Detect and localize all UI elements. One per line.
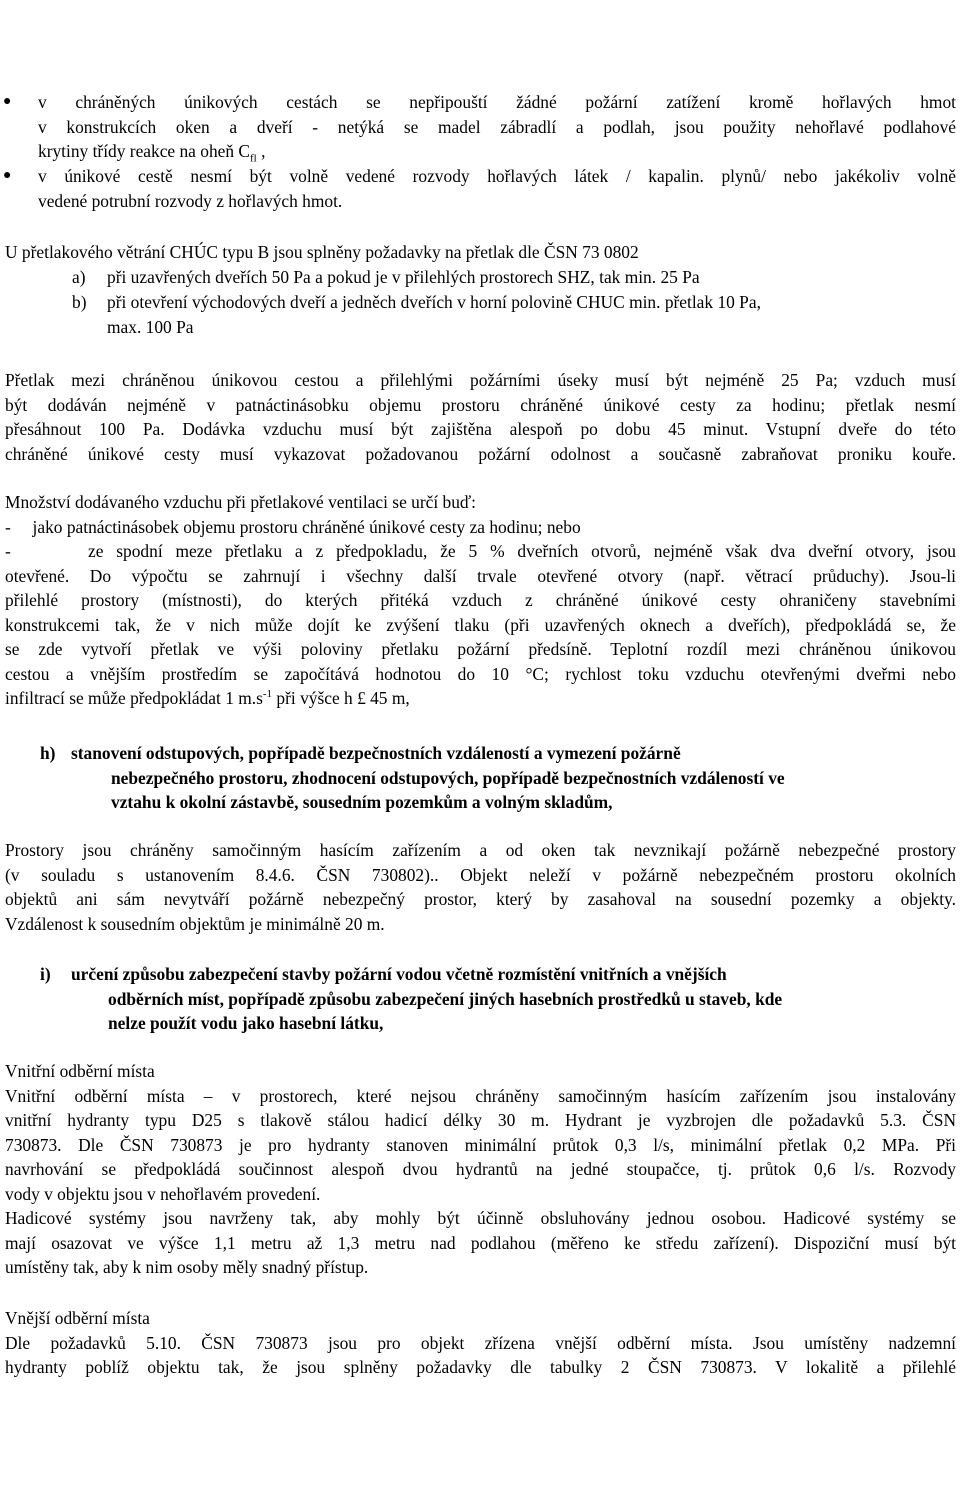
text-line: chráněné únikové cesty musí vykazovat požadovanou požární odolnost a současně zabraňovat proniku kouře. (5, 443, 956, 464)
text-line: cestou a vnějším prostředím se započítává hodnotou do 10 °C; rychlost toku vzduchu otevřenými dveřmi nebo (5, 663, 956, 684)
text-line: při uzavřených dveřích 50 Pa a pokud je v přilehlých prostorech SHZ, tak min. 25 Pa (107, 267, 700, 287)
text-line: umístěny tak, aby k nim osoby měly snadný přístup. (5, 1257, 369, 1277)
text-line: v chráněných únikových cestách se nepřipouští žádné požární zatížení kromě hořlavých hmot (38, 92, 956, 112)
subsection-title: Vnitřní odběrní místa (5, 1061, 155, 1081)
text-line: mají osazovat ve výšce 1,1 metru až 1,3 metru nad podlahou (měřeno ke středu zařízení). Dispoziční musí být (5, 1232, 956, 1253)
pressure-requirements (5, 240, 956, 265)
section-label: i) (40, 964, 51, 984)
text-line: - ze spodní meze přetlaku a z předpokladu, že 5 % dveřních otvorů, nejméně však dva dveřní otvory, jsou (5, 541, 956, 561)
text-line: konstrukcemi tak, že v nich může dojít ke zvýšení tlaku (při uzavřených oknech a dveřích), předpokládá se, že (5, 614, 956, 635)
text-line: vody v objektu jsou v nehořlavém provedení. (5, 1183, 321, 1204)
section-label: h) (40, 743, 56, 763)
text-line: 730873. Dle ČSN 730873 je pro hydranty stanoven minimální průtok 0,3 l/s, minimální přetlak 0,2 MPa. Při (5, 1134, 956, 1155)
list-label: b) (72, 292, 87, 312)
text-line: Hadicové systémy jsou navrženy tak, aby mohly být účinně obsluhovány jednou osobou. Hadicové systémy se (5, 1208, 956, 1228)
subsection-title: Vnější odběrní místa (5, 1308, 150, 1328)
text-line: se zde vytvoří přetlak ve výši poloviny přetlaku požární předsíně. Teplotní rozdíl mezi chráněnou únikovou (5, 639, 956, 659)
list-label: a) (72, 267, 86, 287)
heading-line: nelze použít vodu jako hasební látku, (108, 1013, 384, 1033)
heading-line: vztahu k okolní zástavbě, sousedním pozemkům a volným skladům, (111, 792, 613, 812)
heading-line: odběrních míst, popřípadě způsobu zabezpečení jiných hasebních prostředků u staveb, kde (108, 988, 783, 1009)
text-line: být dodáván nejméně v patnáctinásobku objemu prostoru chráněné únikové cesty za hodinu; přetlak nesmí (5, 394, 956, 415)
section-heading-i (71, 962, 956, 1036)
text-line: Dle požadavků 5.10. ČSN 730873 jsou pro objekt zřízena vnější odběrní místa. Jsou umístěny nadzemní (5, 1332, 956, 1353)
text-line: v únikové cestě nesmí být volně vedené rozvody hořlavých látek / kapalin. plynů/ nebo jakékoliv volně (38, 166, 956, 186)
section-heading-h (71, 741, 956, 815)
text-line: Vzdálenost k sousedním objektům je minimálně 20 m. (5, 913, 385, 934)
text-line: v konstrukcích oken a dveří - netýká se madel zábradlí a podlah, jsou použity nehořlavé podlahové (38, 116, 956, 137)
list-item (107, 265, 956, 290)
text-line: přesáhnout 100 Pa. Dodávka vzduchu musí být zajištěna alespoň po dobu 45 minut. Vstupní dveře do této (5, 419, 956, 439)
bullet-item-1 (38, 90, 956, 164)
bullet-item-2 (38, 164, 956, 213)
heading-line: určení způsobu zabezpečení stavby požární vodou včetně rozmístění vnitřních a vnějších (71, 964, 727, 984)
text-line: max. 100 Pa (107, 316, 194, 337)
text-line: - jako patnáctinásobek objemu prostoru chráněné únikové cesty za hodinu; nebo (5, 516, 581, 537)
text-line: U přetlakového větrání CHÚC typu B jsou splněny požadavky na přetlak dle ČSN 73 0802 (5, 242, 639, 262)
text-line: vedené potrubní rozvody z hořlavých hmot. (38, 190, 343, 211)
text-line: Množství dodávaného vzduchu při přetlakové ventilaci se určí buď: (5, 492, 476, 512)
text-line: infiltrací se může předpokládat 1 $m.s^{-1}$ při výšce h £ 45 m, (5, 688, 410, 708)
bullet-icon: ● (3, 168, 12, 183)
bullet-icon: ● (3, 94, 12, 109)
text-line: přilehlé prostory (místnosti), do kterých přitéká vzduch z chráněné únikové cesty ohraničeny stavebními (5, 590, 956, 610)
section-internal-water-points (5, 1059, 956, 1280)
heading-line: stanovení odstupových, popřípadě bezpečnostních vzdáleností a vymezení požárně (71, 743, 681, 763)
heading-line: nebezpečného prostoru, zhodnocení odstupových, popřípadě bezpečnostních vzdáleností ve (111, 767, 785, 788)
text-line: Vnitřní odběrní místa – v prostorech, které nejsou chráněny samočinným hasícím zařízením jsou instalovány (5, 1085, 956, 1106)
text-line: při otevření východových dveří a jedněch dveřích v horní polovině CHUC min. přetlak 10 Pa, (107, 292, 761, 312)
text-line: navrhování se předpokládá součinnost alespoň dvou hydrantů na jedné stoupačce, tj. průtok 0,6 l/s. Rozvody (5, 1159, 956, 1179)
text-line: vnitřní hydranty typu D25 s tlakově stálou hadicí délky 30 m. Hydrant je vyzbrojen dle požadavků 5.3. ČSN (5, 1110, 956, 1130)
text-line: objektů ani sám nevytváří požárně nebezpečný prostor, který by zasahoval na sousední pozemky a objekty. (5, 889, 956, 909)
text-line: hydranty poblíž objektu tak, že jsou splněny požadavky dle tabulky 2 ČSN 730873. V lokalitě a přilehlé (5, 1357, 956, 1377)
list-item (107, 290, 956, 339)
section-external-water-points (5, 1306, 956, 1380)
paragraph-air-quantity (5, 490, 956, 711)
paragraph-spaces (5, 838, 956, 936)
text-line: Přetlak mezi chráněnou únikovou cestou a přilehlými požárními úseky musí být nejméně 25 Pa; vzduch musí (5, 370, 956, 390)
text-line: krytiny třídy reakce na oheň $C_{fl}$ , (38, 141, 266, 165)
text-line: otevřené. Do výpočtu se zahrnují i všechny další trvale otevřené otvory (např. větrací průduchy). Jsou-li (5, 565, 956, 586)
text-line: Prostory jsou chráněny samočinným hasícím zařízením a od oken tak nevznikají požárně nebezpečné prostory (5, 840, 956, 860)
text-line: (v souladu s ustanovením 8.4.6. ČSN 730802).. Objekt neleží v požárně nebezpečném prostoru okolních (5, 864, 956, 885)
paragraph-overpressure (5, 368, 956, 466)
